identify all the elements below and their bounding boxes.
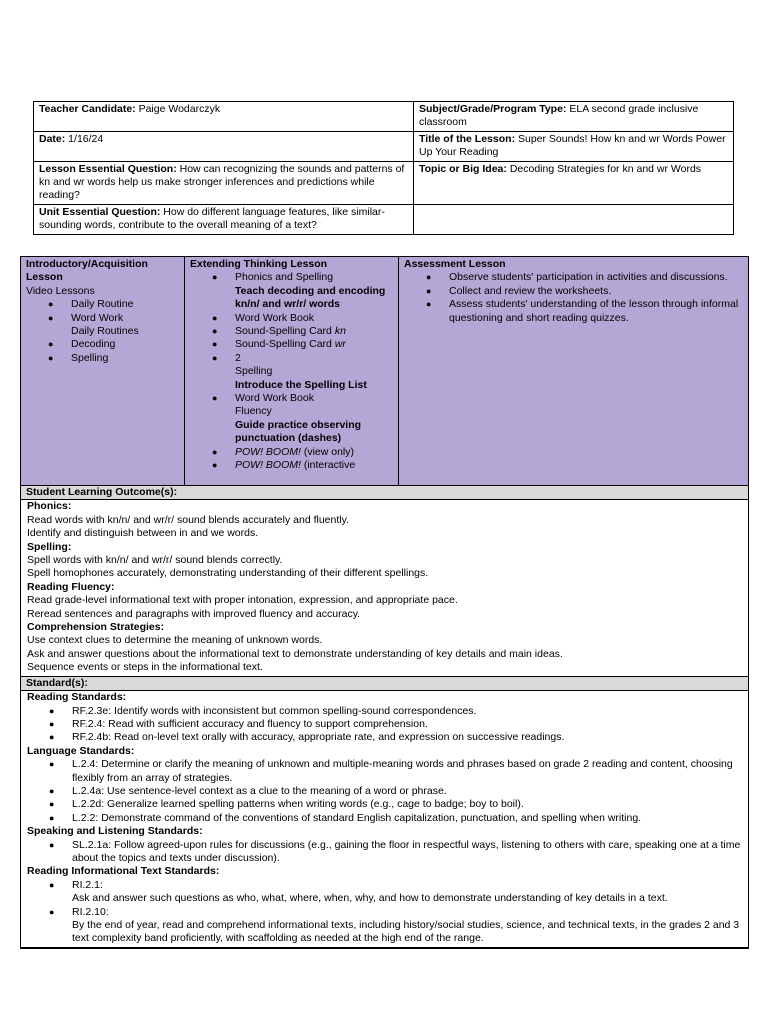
outcome-line: Read grade-level informational text with proper intonation, expression, and appropriate pace. <box>27 594 458 607</box>
list-item-continued: Fluency <box>235 405 272 418</box>
lesson-title-label: Title of the Lesson: <box>419 132 516 145</box>
lesson-title-cell <box>414 131 734 161</box>
fluency-heading: Reading Fluency: <box>27 580 115 593</box>
list-item: ● 2 <box>235 352 393 365</box>
list-item: ● Daily Routine <box>71 298 179 311</box>
speaking-standards-list <box>27 839 743 866</box>
list-item: ● SL.2.1a: Follow agreed-upon rules for discussions (e.g., gaining the floor in respectful ways, listening to others with care, speaking one at a time about the topics and texts under discussion). <box>72 839 743 866</box>
teacher-value: Paige Wodarczyk <box>135 103 221 115</box>
list-item: ● L.2.2d: Generalize learned spelling patterns when writing words (e.g., cage to badge; boy to boil). <box>72 798 743 811</box>
intro-subheading: Video Lessons <box>26 284 95 297</box>
unit-eq-cell <box>34 204 414 234</box>
outcome-line: Use context clues to determine the meaning of unknown words. <box>27 634 323 647</box>
list-item <box>235 325 393 338</box>
list-item: ● Word Work Book <box>235 312 393 325</box>
list-item: ● RF.2.4: Read with sufficient accuracy and fluency to support comprehension. <box>72 718 743 731</box>
card-kn-emphasis: kn <box>334 325 346 338</box>
extending-list <box>190 271 393 472</box>
list-item <box>72 906 743 946</box>
teacher-cell <box>34 102 414 132</box>
reading-standards-list <box>27 705 743 745</box>
list-item: ● RF.2.3e: Identify words with inconsistent but common spelling-sound correspondences. <box>72 705 743 718</box>
spelling-heading: Spelling: <box>27 540 72 553</box>
standard-code: RI.2.1: <box>72 878 103 891</box>
assessment-column <box>399 257 749 486</box>
teach-text: Teach decoding and encoding kn/n/ and wr/r/ words <box>235 284 386 311</box>
list-item-continued <box>71 325 179 338</box>
standards-heading: Standard(s): <box>21 676 749 690</box>
list-item-continued: Spelling <box>235 365 273 378</box>
speaking-standards-heading: Speaking and Listening Standards: <box>27 825 203 838</box>
pow-title: POW! BOOM! <box>235 459 301 472</box>
language-standards-heading: Language Standards: <box>27 744 135 757</box>
list-item: ● Decoding <box>71 338 179 351</box>
list-item: ● Spelling <box>71 352 179 365</box>
phonics-heading: Phonics: <box>27 500 72 513</box>
lesson-title-value: Super Sounds! How kn and wr Words Power Up Your Reading <box>419 132 726 159</box>
list-item: ● L.2.4: Determine or clarify the meaning of unknown and multiple-meaning words and phrases based on grade 2 reading and content, choosing flexibly from an array of strategies. <box>72 758 743 785</box>
outcome-line: Sequence events or steps in the informational text. <box>27 661 263 674</box>
unit-eq-label: Unit Essential Question: <box>39 205 161 218</box>
list-item-continued <box>235 285 393 312</box>
topic-cell <box>414 161 734 204</box>
outcome-line: Spell words with kn/n/ and wr/r/ sound blends correctly. <box>27 554 283 567</box>
list-item: ● RF.2.4b: Read on-level text orally with accuracy, appropriate rate, and expression on successive readings. <box>72 731 743 744</box>
list-item: ● Collect and review the worksheets. <box>449 285 743 298</box>
intro-heading: Introductory/Acquisition Lesson <box>26 258 148 284</box>
card-kn-text: Sound-Spelling Card <box>235 325 335 338</box>
list-item <box>235 446 393 459</box>
pow-note: (interactive <box>300 459 356 472</box>
list-item: ● Word Work Book <box>235 392 393 405</box>
standards-cell <box>21 691 749 948</box>
date-label: Date: <box>39 132 66 145</box>
card-wr-text: Sound-Spelling Card <box>235 338 335 351</box>
intro-list <box>26 298 179 365</box>
intro-column <box>21 257 185 486</box>
topic-value: Decoding Strategies for kn and wr Words <box>506 162 702 175</box>
extending-heading: Extending Thinking Lesson <box>190 258 328 270</box>
standard-text: Ask and answer such questions as who, what, where, when, why, and how to demonstrate understanding of key details in a text. <box>72 892 668 905</box>
standard-text: By the end of year, read and comprehend informational texts, including history/social studies, science, and technical texts, in the grades 2 and 3 text complexity band proficiently, with scaffolding as needed at the high end of the range. <box>72 919 740 945</box>
list-item: ● Word Work <box>71 312 179 325</box>
comprehension-heading: Comprehension Strategies: <box>27 621 165 634</box>
outcome-line: Reread sentences and paragraphs with improved fluency and accuracy. <box>27 607 361 620</box>
date-value: 1/16/24 <box>65 132 104 145</box>
lesson-plan-table <box>20 256 749 949</box>
guide-text: Guide practice observing punctuation (dashes) <box>235 418 362 445</box>
unit-eq-value: How do different language features, like similar-sounding words, contribute to the overall meaning of a text? <box>39 205 385 232</box>
outcomes-cell <box>21 500 749 676</box>
outcome-line: Ask and answer questions about the informational text to demonstrate understanding of key details and main ideas. <box>27 647 563 660</box>
topic-label: Topic or Big Idea: <box>419 162 507 175</box>
list-item <box>235 459 393 472</box>
informational-standards-heading: Reading Informational Text Standards: <box>27 865 220 878</box>
lesson-eq-label: Lesson Essential Question: <box>39 162 177 175</box>
extending-column <box>185 257 399 486</box>
outcome-line: Read words with kn/n/ and wr/r/ sound blends accurately and fluently. <box>27 513 349 526</box>
date-cell <box>34 131 414 161</box>
lesson-info-table <box>33 101 734 235</box>
subject-label: Subject/Grade/Program Type: <box>419 103 567 115</box>
reading-standards-heading: Reading Standards: <box>27 691 127 704</box>
lesson-eq-value: How can recognizing the sounds and patterns of kn and wr words help us make stronger inferences and predictions while reading? <box>39 162 405 202</box>
assessment-list <box>404 271 743 325</box>
subject-cell <box>414 102 734 132</box>
list-item-text: Daily Routines <box>71 325 139 338</box>
empty-cell <box>414 204 734 234</box>
outcome-line: Spell homophones accurately, demonstrating understanding of their different spellings. <box>27 567 429 580</box>
subject-value: ELA second grade inclusive classroom <box>419 103 699 129</box>
intro-list-text: Introduce the Spelling List <box>235 378 367 391</box>
language-standards-list <box>27 758 743 825</box>
list-item: ● Assess students' understanding of the lesson through informal questioning and short reading quizzes. <box>449 298 743 325</box>
assessment-heading: Assessment Lesson <box>404 258 506 270</box>
pow-title: POW! BOOM! <box>235 445 301 458</box>
teacher-label: Teacher Candidate: <box>39 103 136 115</box>
standard-code: RI.2.10: <box>72 905 109 918</box>
list-item-continued <box>235 379 393 392</box>
lesson-eq-cell <box>34 161 414 204</box>
list-item <box>235 338 393 351</box>
list-item: ● L.2.4a: Use sentence-level context as a clue to the meaning of a word or phrase. <box>72 785 743 798</box>
list-item: ● Phonics and Spelling <box>235 271 393 284</box>
list-item: ● L.2.2: Demonstrate command of the conventions of standard English capitalization, punctuation, and spelling when writing. <box>72 812 743 825</box>
list-item <box>72 879 743 906</box>
list-item: ● Observe students' participation in activities and discussions. <box>449 271 743 284</box>
outcome-line: Identify and distinguish between in and we words. <box>27 527 259 540</box>
pow-note: (view only) <box>300 445 355 458</box>
card-wr-emphasis: wr <box>334 338 346 351</box>
outcomes-heading: Student Learning Outcome(s): <box>21 486 749 500</box>
informational-standards-list <box>27 879 743 946</box>
list-item-continued <box>235 419 393 446</box>
